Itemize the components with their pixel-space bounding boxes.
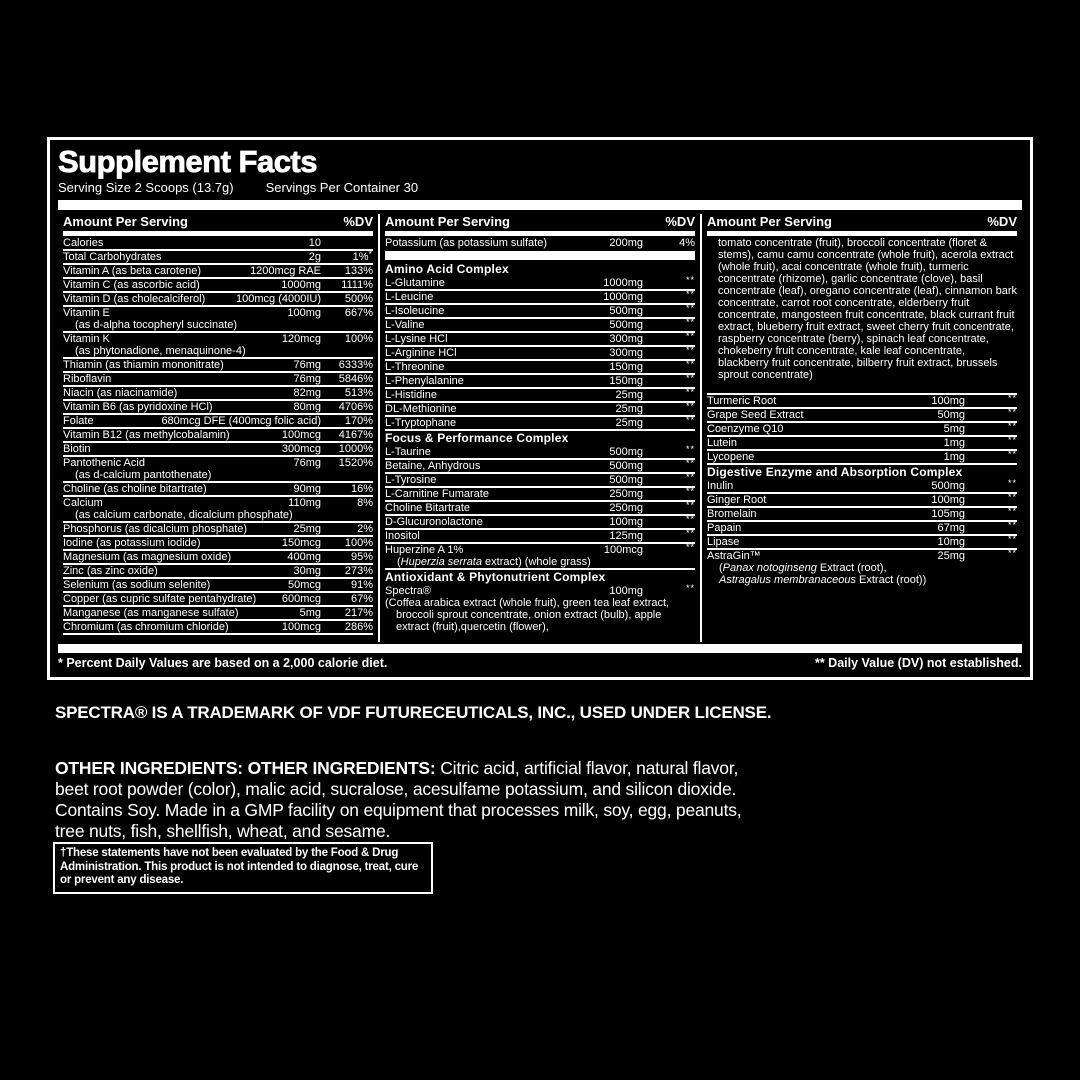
nutrient-amount: 76mg [293,373,321,385]
nutrient-amount: 150mcg [281,537,321,549]
nutrient-name: Astragalus membranaceous Extract (root)) [719,574,927,586]
nutrient-dv: ** [1007,506,1017,516]
fda-disclaimer-box [53,842,433,894]
nutrient-amount: 500mg [931,480,965,492]
nutrient-amount: 100mg [609,516,643,528]
nutrient-row [707,480,1017,494]
nutrient-dv: ** [1007,478,1017,488]
nutrient-dv: 1%* [352,249,373,263]
nutrient-row [63,265,373,279]
nutrient-row [63,457,373,469]
nutrient-name: L-Tryptophane [385,417,457,429]
nutrient-dv: 67% [350,593,373,605]
nutrient-name: L-Isoleucine [385,305,445,317]
nutrient-name: tomato concentrate (fruit), broccoli concentrate (floret & stems), camu camu concentrate (whole fruit), acerola extract (whole fruit), acai concentrate (whole fruit), turmeric concentrate (rhizome), garlic concentrate (clove), basil concentrate (leaf), oregano concentrate (leaf), cinnamon bark concentrate, carrot root concentrate, elderberry fruit concentrate, mangosteen fruit concentrate, black currant fruit extract, blueberry fruit extract, sweet cherry fruit concentrate, raspberry concentrate (berry), spinach leaf concentrate, chokeberry fruit concentrate, kale leaf concentrate, blackberry fruit concentrate, bilberry fruit extract, brussels sprout concentrate) [718,237,1017,381]
nutrient-name: Papain [707,522,742,534]
nutrient-dv: 91% [350,579,373,591]
spectra-trademark-line: SPECTRA® IS A TRADEMARK OF VDF FUTURECEUTICALS, INC., USED UNDER LICENSE. [55,703,772,722]
nutrient-amount: 25mg [293,523,321,535]
nutrient-name: (Panax notoginseng Extract (root), [719,562,887,574]
nutrient-name: Focus & Performance Complex [385,431,569,445]
nutrient-amount: 1000mg [281,279,321,291]
supplement-facts-panel [47,137,1033,680]
nutrient-name: Lycopene [707,451,755,463]
nutrient-amount: 125mg [609,530,643,542]
nutrient-name: Amino Acid Complex [385,262,509,276]
nutrient-name: L-Lysine HCl [385,333,448,345]
nutrient-dv: ** [685,458,695,468]
nutrient-amount: 80mg [293,401,321,413]
nutrient-row [707,465,1017,480]
nutrient-amount: 67mg [937,522,965,534]
nutrient-name: (as d-alpha tocopheryl succinate) [75,319,238,331]
nutrient-row [63,579,373,593]
nutrient-name: Vitamin B12 (as methylcobalamin) [63,429,230,441]
nutrient-name: Ginger Root [707,494,767,506]
nutrient-row [63,537,373,551]
nutrient-row [707,522,1017,536]
nutrient-amount: 500mg [609,460,643,472]
nutrient-row [385,556,695,570]
nutrient-row [707,395,1017,409]
nutrient-row [63,565,373,579]
nutrient-dv: ** [685,528,695,538]
nutrient-name: Vitamin A (as beta carotene) [63,265,201,277]
nutrient-row [63,593,373,607]
nutrient-row [63,509,373,523]
nutrient-row [385,431,695,446]
nutrient-name: Vitamin C (as ascorbic acid) [63,279,200,291]
nutrient-name: Digestive Enzyme and Absorption Complex [707,465,963,479]
fda-disclaimer-text: †These statements have not been evaluated by the Food & Drug Administration. This product is not intended to diagnose, treat, cure or prevent any disease. [60,847,419,886]
nutrient-column-3 [700,214,1022,642]
nutrient-amount: 10mg [937,536,965,548]
nutrient-row [385,319,695,333]
nutrient-amount: 5mg [943,423,965,435]
nutrient-dv: 4706% [338,401,373,413]
nutrient-row [63,307,373,319]
nutrient-dv: ** [685,583,695,593]
nutrient-row [63,293,373,307]
panel-title: Supplement Facts [58,144,317,179]
nutrient-row [63,429,373,443]
nutrient-dv: ** [1007,520,1017,530]
nutrient-row [385,530,695,544]
amount-per-serving-header: Amount Per Serving [63,214,188,229]
nutrient-name: L-Carnitine Fumarate [385,488,489,500]
nutrient-amount: 680mcg DFE (400mcg folic acid) [161,415,321,427]
nutrient-dv: ** [685,373,695,383]
nutrient-dv: 5846% [338,373,373,385]
nutrient-name: Biotin [63,443,91,455]
nutrient-name: Magnesium (as magnesium oxide) [63,551,232,563]
other-ingredients-list: Citric acid, artificial flavor, natural flavor, beet root powder (color), malic acid, sucralose, acesulfame potassium, and silicon dioxide. Contains Soy. Made in a GMP facility on equipment that processes milk, soy, egg, peanuts, tree nuts, fish, shellfish, wheat, and sesame. [55,757,742,841]
nutrient-amount: 1mg [943,451,965,463]
nutrient-row [707,536,1017,550]
nutrient-row [385,460,695,474]
nutrient-name: Vitamin D (as cholecalciferol) [63,293,206,305]
nutrient-name: Lipase [707,536,740,548]
nutrient-row [385,597,695,642]
nutrient-name: L-Glutamine [385,277,445,289]
nutrient-dv: ** [685,401,695,411]
nutrient-row [385,375,695,389]
nutrient-amount: 82mg [293,387,321,399]
nutrient-row [707,437,1017,451]
dv-header: %DV [987,214,1017,229]
servings-per-container: Servings Per Container 30 [265,180,419,195]
nutrient-dv: ** [1007,534,1017,544]
nutrient-dv: 1520% [338,457,373,469]
nutrient-amount: 100mcg [603,544,643,556]
nutrient-row [385,516,695,530]
nutrient-row [63,333,373,345]
nutrient-name: (as calcium carbonate, dicalcium phosphate) [75,509,293,521]
nutrient-dv: 16% [350,483,373,495]
nutrient-row [63,551,373,565]
nutrient-dv: 100% [344,537,373,549]
nutrient-row [385,417,695,431]
nutrient-amount: 250mg [609,502,643,514]
nutrient-amount: 2g [308,251,321,263]
nutrient-name: Choline (as choline bitartrate) [63,483,207,495]
nutrient-row [707,494,1017,508]
column-header [707,214,1017,236]
nutrient-name: Selenium (as sodium selenite) [63,579,211,591]
nutrient-row [385,305,695,319]
nutrient-name: L-Leucine [385,291,434,303]
nutrient-row [63,483,373,497]
nutrient-dv: ** [1007,407,1017,417]
footnote-dv-not-established: ** Daily Value (DV) not established. [814,656,1022,670]
nutrient-amount: 50mg [937,409,965,421]
nutrient-name: D-Glucuronolactone [385,516,483,528]
nutrient-name: Betaine, Anhydrous [385,460,481,472]
nutrient-name: (Huperzia serrata extract) (whole grass) [397,556,591,568]
nutrient-amount: 100mg [931,395,965,407]
nutrient-dv: ** [685,289,695,299]
nutrient-amount: 300mg [609,347,643,359]
nutrient-row [63,359,373,373]
nutrient-row [385,237,695,249]
nutrient-row [385,544,695,556]
nutrient-amount: 110mg [288,497,321,509]
nutrient-dv: 1111% [341,279,373,291]
nutrient-amount: 150mg [609,375,643,387]
nutrient-dv: 6333% [338,359,373,371]
nutrient-column-1 [58,214,378,642]
nutrient-amount: 500mg [609,474,643,486]
nutrient-name: (Coffea arabica extract (whole fruit), green tea leaf extract, broccoli sprout concentrate, onion extract (bulb), apple extract (fruit),quercetin (flower), [385,597,670,633]
nutrient-dv: ** [685,415,695,425]
nutrient-row [63,373,373,387]
nutrient-dv: ** [1007,393,1017,403]
nutrient-amount: 100mg [931,494,965,506]
nutrient-amount [707,381,719,393]
nutrient-row [385,347,695,361]
nutrient-name: Calcium [63,497,103,509]
nutrient-name: (as phytonadione, menaquinone-4) [75,345,246,357]
nutrient-name: Bromelain [707,508,757,520]
nutrient-row [707,508,1017,522]
nutrient-amount: 400mg [287,551,321,563]
nutrient-name: L-Arginine HCl [385,347,457,359]
nutrient-dv: ** [1007,421,1017,431]
nutrient-amount: 10 [308,237,321,249]
nutrient-amount: 100mcg (4000IU) [236,293,321,305]
nutrient-name: Inositol [385,530,420,542]
nutrient-name: (as d-calcium pantothenate) [75,469,212,481]
nutrient-name: Antioxidant & Phytonutrient Complex [385,570,606,584]
nutrient-name: Total Carbohydrates [63,251,162,263]
nutrient-column-2 [378,214,700,642]
nutrient-amount: 100mcg [281,621,321,633]
nutrient-dv: ** [685,444,695,454]
nutrient-name: Copper (as cupric sulfate pentahydrate) [63,593,257,605]
other-ingredients-label: OTHER INGREDIENTS: OTHER INGREDIENTS: [55,757,436,778]
nutrient-amount: 100mg [609,585,643,597]
nutrient-row [63,497,373,509]
nutrient-dv: 100% [344,333,373,345]
nutrient-row [63,443,373,457]
nutrient-amount: 105mg [931,508,965,520]
nutrient-row [63,237,373,251]
nutrient-dv: ** [685,317,695,327]
nutrient-name: L-Threonine [385,361,445,373]
dv-header: %DV [343,214,373,229]
nutrient-name: AstraGin™ [707,550,761,562]
nutrient-amount: 500mg [609,446,643,458]
nutrient-row [63,607,373,621]
rows-list [707,237,1017,586]
nutrient-amount: 25mg [615,389,643,401]
dv-header: %DV [665,214,695,229]
nutrient-name: Potassium (as potassium sulfate) [385,237,548,249]
nutrient-name: Pantothenic Acid [63,457,145,469]
nutrient-name: Calories [63,237,104,249]
nutrient-amount: 76mg [293,359,321,371]
nutrient-dv: 1000% [338,443,373,455]
nutrient-name: Grape Seed Extract [707,409,804,421]
nutrient-dv: ** [685,472,695,482]
nutrient-dv: 133% [344,265,373,277]
nutrient-row [707,451,1017,465]
nutrient-row [385,488,695,502]
nutrient-row [385,251,695,260]
nutrient-amount: 1200mcg RAE [250,265,321,277]
nutrient-amount: 500mg [609,319,643,331]
nutrient-amount: 500mg [609,305,643,317]
nutrient-dv: ** [1007,449,1017,459]
nutrient-amount: 50mcg [287,579,321,591]
nutrient-name: Spectra® [385,585,432,597]
nutrient-row [385,446,695,460]
column-header [63,214,373,236]
nutrient-dv: ** [1007,548,1017,558]
nutrient-row [63,523,373,537]
nutrient-amount: 100mg [287,307,321,319]
nutrient-name: Iodine (as potassium iodide) [63,537,201,549]
other-ingredients-text [55,758,763,842]
nutrient-name: Choline Bitartrate [385,502,470,514]
nutrient-dv: ** [685,303,695,313]
nutrient-row [63,415,373,429]
nutrient-row [63,345,373,359]
nutrient-amount: 250mg [609,488,643,500]
nutrient-name: Vitamin K [63,333,110,345]
nutrient-name: L-Valine [385,319,425,331]
nutrient-dv: 95% [350,551,373,563]
nutrient-amount: 200mg [609,237,643,249]
divider-bar [58,200,1022,210]
nutrient-amount: 300mcg [281,443,321,455]
nutrient-dv: ** [685,486,695,496]
nutrient-dv: 667% [344,307,373,319]
nutrient-name: Lutein [707,437,737,449]
footnote-daily-values: * Percent Daily Values are based on a 2,000 calorie diet. [58,656,388,670]
nutrient-amount: 90mg [293,483,321,495]
serving-size: Serving Size 2 Scoops (13.7g) [58,180,234,195]
nutrient-row [707,550,1017,562]
nutrient-row [63,387,373,401]
nutrient-amount: 100mcg [281,429,321,441]
footer-divider-bar [58,644,1022,653]
nutrient-name: Vitamin B6 (as pyridoxine HCl) [63,401,213,413]
nutrient-row [63,621,373,635]
nutrient-name: Folate [63,415,94,427]
nutrient-name: DL-Methionine [385,403,457,415]
nutrient-dv: 217% [344,607,373,619]
nutrient-dv: 8% [357,497,373,509]
nutrient-row [707,423,1017,437]
amount-per-serving-header: Amount Per Serving [707,214,832,229]
nutrient-row [707,237,1017,395]
nutrient-row [385,585,695,597]
nutrient-amount: 25mg [937,550,965,562]
nutrient-dv: ** [685,542,695,552]
nutrient-name: Vitamin E [63,307,110,319]
nutrient-name: L-Taurine [385,446,431,458]
nutrient-amount: 25mg [615,403,643,415]
nutrient-dv: 4167% [338,429,373,441]
nutrient-name: Coenzyme Q10 [707,423,784,435]
nutrient-row [63,319,373,333]
nutrient-dv: ** [685,387,695,397]
nutrient-name: L-Tyrosine [385,474,437,486]
nutrient-dv: 170% [344,415,373,427]
nutrient-row [385,333,695,347]
nutrient-amount: 1000mg [603,291,643,303]
nutrient-amount: 1mg [943,437,965,449]
nutrient-dv: 2% [357,523,373,535]
nutrient-row [63,279,373,293]
nutrient-row [63,469,373,483]
nutrient-row [63,251,373,265]
nutrient-dv: 500% [344,293,373,305]
nutrient-row [385,474,695,488]
nutrient-amount: 25mg [615,417,643,429]
nutrient-amount: 150mg [609,361,643,373]
nutrient-name: Inulin [707,480,734,492]
nutrient-dv: ** [685,275,695,285]
nutrient-amount: 5mg [299,607,321,619]
nutrient-name: Phosphorus (as dicalcium phosphate) [63,523,248,535]
nutrient-name: Manganese (as manganese sulfate) [63,607,239,619]
nutrient-dv: ** [1007,435,1017,445]
rows-list [63,237,373,635]
nutrient-dv: 273% [344,565,373,577]
rows-list [385,237,695,642]
nutrient-row [385,262,695,277]
nutrient-name: Niacin (as niacinamide) [63,387,178,399]
amount-per-serving-header: Amount Per Serving [385,214,510,229]
nutrient-name: L-Phenylalanine [385,375,464,387]
nutrient-amount: 76mg [293,457,321,469]
nutrient-row [385,389,695,403]
column-header [385,214,695,236]
nutrient-name: L-Histidine [385,389,437,401]
serving-info [58,180,1022,196]
nutrient-dv: ** [685,345,695,355]
nutrient-dv: ** [685,500,695,510]
nutrient-row [385,361,695,375]
nutrient-dv: ** [685,331,695,341]
nutrient-row [385,291,695,305]
nutrient-name: Zinc (as zinc oxide) [63,565,158,577]
footnotes [58,653,1022,671]
nutrient-amount: 30mg [293,565,321,577]
nutrient-name: Thiamin (as thiamin mononitrate) [63,359,224,371]
nutrient-name: Turmeric Root [707,395,777,407]
nutrient-name: Huperzine A 1% [385,544,464,556]
nutrient-row [385,570,695,585]
nutrient-row [707,409,1017,423]
nutrient-amount: 300mg [609,333,643,345]
nutrient-row [385,403,695,417]
nutrient-row [707,562,1017,574]
nutrient-row [385,502,695,516]
nutrient-name: Riboflavin [63,373,112,385]
nutrient-amount [385,633,397,642]
nutrient-amount: 120mcg [281,333,321,345]
nutrient-name: Chromium (as chromium chloride) [63,621,229,633]
nutrient-row [63,401,373,415]
nutrient-dv: ** [1007,492,1017,502]
nutrient-dv: ** [685,359,695,369]
nutrient-row [707,574,1017,586]
nutrient-dv: 4% [679,237,695,249]
nutrient-dv: ** [685,514,695,524]
nutrient-dv: 286% [344,621,373,633]
nutrient-columns [58,214,1022,642]
nutrient-dv: 513% [344,387,373,399]
nutrient-amount: 1000mg [603,277,643,289]
nutrient-amount: 600mcg [281,593,321,605]
nutrient-row [385,277,695,291]
